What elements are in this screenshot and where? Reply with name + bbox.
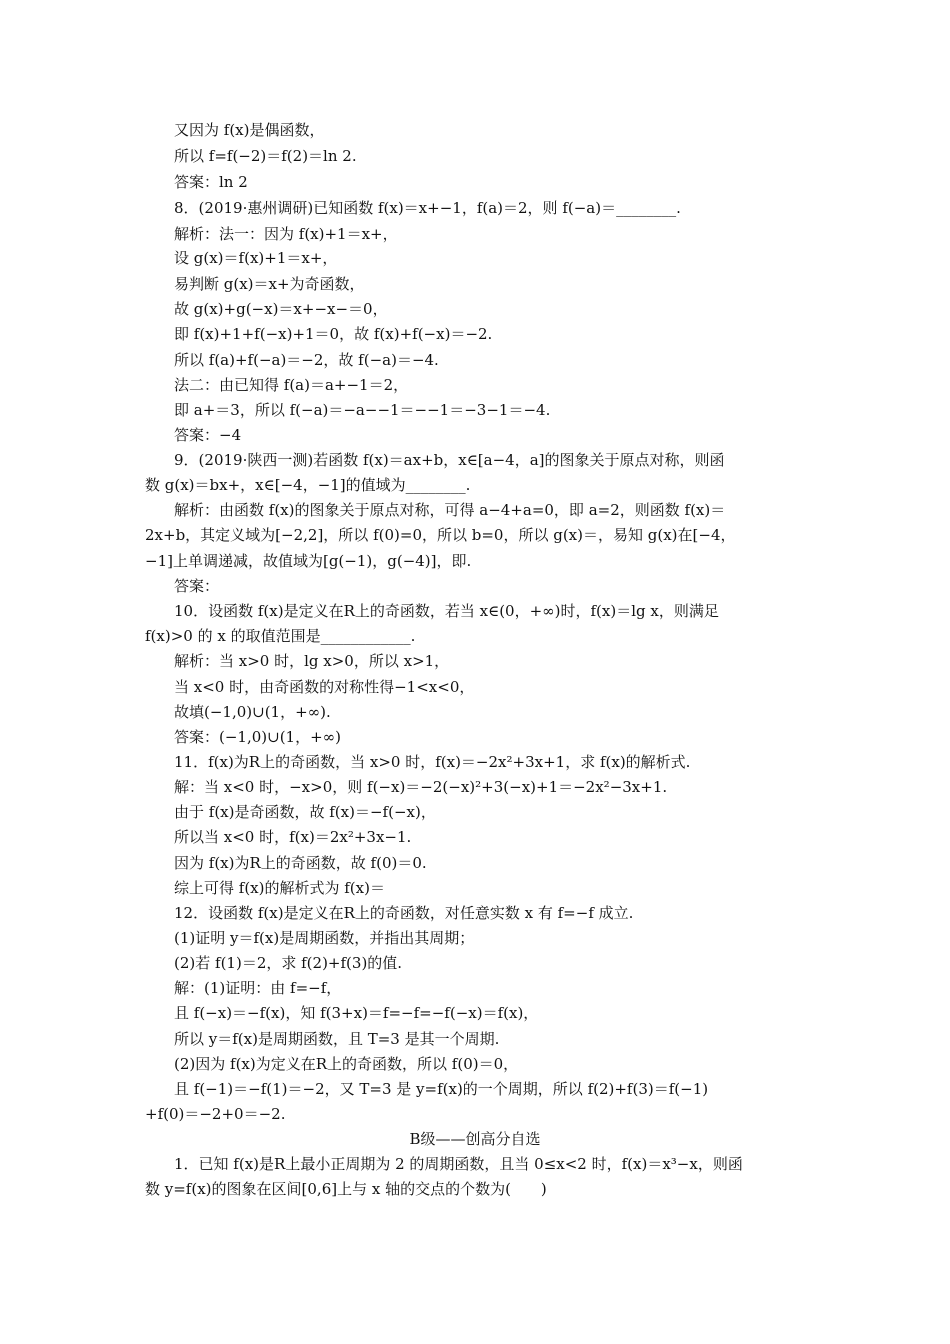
text-line: 答案：(−1,0)∪(1，+∞) [174, 728, 342, 746]
text-line: 且 f(−x)＝−f(x)，知 f(3+x)＝f=−f=−f(−x)＝f(x)， [174, 1004, 539, 1022]
text-line: 答案：ln 2 [174, 173, 248, 191]
text-line: 所以 f=f(−2)＝f(2)＝ln 2. [174, 147, 357, 165]
text-line: 法二：由已知得 f(a)＝a+−1＝2， [174, 376, 409, 394]
problem-8-line: 8．(2019·惠州调研)已知函数 f(x)＝x+−1，f(a)＝2，则 f(−a)＝________. [174, 199, 681, 217]
text-line: 数 g(x)＝bx+，x∈[−4，−1]的值域为________. [145, 476, 471, 494]
text-line: 易判断 g(x)＝x+为奇函数， [174, 275, 365, 293]
text-line: 且 f(−1)＝−f(1)＝−2，又 T=3 是 y=f(x)的一个周期，所以 f(2)+f(3)＝f(−1) [174, 1080, 709, 1098]
text-line: f(x)>0 的 x 的取值范围是____________. [145, 627, 416, 645]
text-line: 设 g(x)＝f(x)+1＝x+， [174, 249, 338, 267]
problem-9-line: 9．(2019·陕西一测)若函数 f(x)＝ax+b，x∈[a−4，a]的图象关于原点对称，则函 [174, 451, 725, 469]
text-line: 由于 f(x)是奇函数，故 f(x)＝−f(−x)， [174, 803, 436, 821]
text-line: 所以当 x<0 时，f(x)＝2x²+3x−1. [174, 828, 412, 846]
text-line: (1)证明 y＝f(x)是周期函数，并指出其周期； [174, 929, 475, 947]
text-line: 解：(1)证明：由 f=−f， [174, 979, 342, 997]
text-line: 2x+b，其定义域为[−2,2]，所以 f(0)=0，所以 b=0，所以 g(x)＝，易知 g(x)在[−4， [145, 526, 736, 544]
text-line: 数 y=f(x)的图象在区间[0,6]上与 x 轴的交点的个数为( ) [145, 1180, 547, 1198]
text-line: 因为 f(x)为R上的奇函数，故 f(0)＝0. [174, 854, 427, 872]
text-line: 答案：−4 [174, 426, 242, 444]
problem-10-line: 10．设函数 f(x)是定义在R上的奇函数，若当 x∈(0，+∞)时，f(x)＝lg x，则满足 [174, 602, 719, 620]
text-line: 即 a+＝3，所以 f(−a)＝−a−−1＝−−1＝−3−1＝−4. [174, 401, 551, 419]
problem-11-line: 11．f(x)为R上的奇函数，当 x>0 时，f(x)＝−2x²+3x+1，求 f(x)的解析式. [174, 753, 691, 771]
text-line: 当 x<0 时，由奇函数的对称性得−1<x<0， [174, 678, 475, 696]
section-heading: B级——创高分自选 [409, 1130, 541, 1148]
text-line: 故填(−1,0)∪(1，+∞). [174, 703, 331, 721]
text-line: 即 f(x)+1+f(−x)+1＝0，故 f(x)+f(−x)＝−2. [174, 325, 493, 343]
text-line: 又因为 f(x)是偶函数， [174, 121, 325, 139]
text-line: +f(0)＝−2+0＝−2. [145, 1105, 286, 1123]
text-line: 故 g(x)+g(−x)＝x+−x−＝0， [174, 300, 388, 318]
text-line: 解析：当 x>0 时，lg x>0，所以 x>1， [174, 652, 450, 670]
text-line: 解析：由函数 f(x)的图象关于原点对称，可得 a−4+a=0，即 a=2，则函数 f(x)＝ [174, 501, 726, 519]
text-line: 解：当 x<0 时，−x>0，则 f(−x)＝−2(−x)²+3(−x)+1＝−2x²−3x+1. [174, 778, 668, 796]
text-line: 答案： [174, 577, 220, 595]
text-line: 综上可得 f(x)的解析式为 f(x)＝ [174, 879, 385, 897]
text-line: (2)因为 f(x)为定义在R上的奇函数，所以 f(0)＝0， [174, 1055, 519, 1073]
text-line: −1]上单调递减，故值域为[g(−1)，g(−4)]，即. [145, 552, 472, 570]
text-line: 所以 y＝f(x)是周期函数，且 T=3 是其一个周期. [174, 1030, 500, 1048]
problem-b1-line: 1．已知 f(x)是R上最小正周期为 2 的周期函数，且当 0≤x<2 时，f(x)＝x³−x，则函 [174, 1155, 743, 1173]
text-line: (2)若 f(1)＝2，求 f(2)+f(3)的值. [174, 954, 403, 972]
problem-12-line: 12．设函数 f(x)是定义在R上的奇函数，对任意实数 x 有 f=−f 成立. [174, 904, 634, 922]
text-line: 所以 f(a)+f(−a)＝−2，故 f(−a)＝−4. [174, 351, 439, 369]
text-line: 解析：法一：因为 f(x)+1＝x+， [174, 225, 398, 243]
